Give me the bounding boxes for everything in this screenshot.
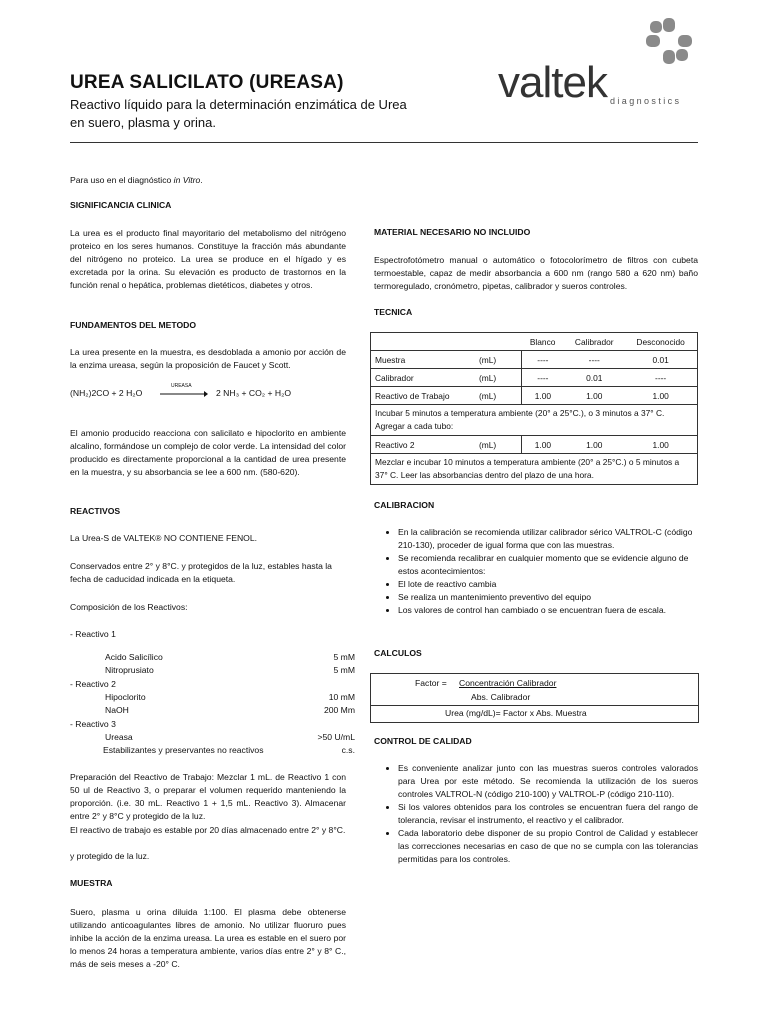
list-item: • Cada laboratorio debe disponer de su propio Control de Calidad y establecer las correcciones necesarias en caso de que no se cumpla con las tolerancias permitidas para los controles. [398,827,698,866]
list-item: • El lote de reactivo cambia [398,578,698,591]
reactivo-1-item: Acido Salicílico 5 mM [105,652,355,662]
control-heading: CONTROL DE CALIDAD [374,736,472,746]
reaction-enzyme: UREASA [171,383,192,389]
factor-denominator: Abs. Calibrador [471,692,531,702]
reaction-right: 2 NH₃ + CO₂ + H₂O [216,388,292,398]
preparacion-text: Preparación del Reactivo de Trabajo: Mezclar 1 mL. de Reactivo 1 con 50 ul de Reactivo 3, o preparar el volumen requerido manteniendo la proporción. (i.e. 30 mL. Reactivo 1 + 1,5 mL. Reactivo 3). Almacenar entre 2° y 8°C y protegido de la luz. [70,772,346,821]
reactivos-fenol: La Urea-S de VALTEK® NO CONTIENE FENOL. [70,533,258,543]
fundamentos-heading: FUNDAMENTOS DEL METODO [70,320,197,330]
table-row: Reactivo de Trabajo (mL) 1.00 1.00 1.00 [371,387,698,405]
incubation-note: Incubar 5 minutos a temperatura ambiente (20° a 25°C.), o 3 minutos a 37° C. Agregar a cada tubo: [371,405,698,436]
reactivo-3-item: Estabilizantes y preservantes no reactivos c.s. [103,745,355,755]
reaction-arrow-icon [160,390,208,398]
header-divider [70,142,698,143]
reactivo-1-list [105,651,355,677]
urea-formula: Urea (mg/dL)= Factor x Abs. Muestra [445,708,587,718]
document-subtitle [70,96,490,132]
calculos-heading: CALCULOS [374,648,422,658]
tecnica-table [370,332,698,485]
reactivo-1-label: - Reactivo 1 [70,629,116,639]
mixing-note: Mezclar e incubar 10 minutos a temperatura ambiente (20° a 25°C.) o 5 minutos a 37° C. Leer las absorbancias dentro del plazo de una hora. [371,454,698,485]
protegido-text: y protegido de la luz. [70,851,150,861]
reactivo-3-list [105,731,355,757]
cross-logo-icon [646,18,692,64]
col-header-calibrador: Calibrador [564,333,624,351]
factor-label: Factor = [415,678,447,688]
reactivo-3-item: Ureasa >50 U/mL [105,732,355,742]
table-row: Calibrador (mL) ---- 0.01 ---- [371,369,698,387]
list-item: • Se realiza un mantenimiento preventivo del equipo [398,591,698,604]
table-note-row [371,454,698,485]
reactivos-conservados: Conservados entre 2° y 8°C. y protegidos de la luz, estables hasta la fecha de caducidad indicada en la etiqueta. [70,561,332,584]
list-item: • En la calibración se recomienda utilizar calibrador sérico VALTROL-C (código 210-130), proceder de igual forma que con las muestras. [398,526,698,552]
table-header-row [371,333,698,351]
amonio-text: El amonio producido reacciona con salicilato e hipoclorito en ambiente alcalino, formándose un complejo de color verde. La intensidad del color producido es directamente proporcional a la cantidad de urea presente en la muestra, y su absorbancia se lee a 600 nm. (580-620). [70,428,346,477]
reactivo-3-label: - Reactivo 3 [70,719,116,729]
subtitle-line-2: en suero, plasma y orina. [70,115,216,130]
tecnica-heading: TECNICA [374,307,413,317]
significancia-text: La urea es el producto final mayoritario del metabolismo del nitrógeno proteico en los seres humanos. Constituye la fracción más abundante del nitrógeno no proteico. La urea se produce en el hígado y es excretada por la orina. Su elevación es producto de trastornos en la función renal o hepática, problemas dietéticos, diabetes y otros. [70,228,346,290]
logo-tagline: diagnostics [610,96,682,106]
composicion-label: Composición de los Reactivos: [70,602,188,612]
material-text: Espectrofotómetro manual o automático o fotocolorímetro de filtros con cubeta termoestable, capaz de medir absorbancia a 600 nm (rango 580 a 620 nm) baño termoregulado, cronómetro, pipetas, calibrador y sueros controles. [374,255,698,291]
estable-text: El reactivo de trabajo es estable por 20 días almacenado entre 2° y 8°C. [70,825,346,835]
factor-numerator: Concentración Calibrador [459,678,557,688]
table-row: Muestra (mL) ---- ---- 0.01 [371,351,698,369]
list-item: • Los valores de control han cambiado o se encuentran fuera de escala. [398,604,698,617]
document-title: UREA SALICILATO (UREASA) [70,72,344,93]
valtek-logo [498,18,698,113]
left-column [70,174,346,187]
reactivo-2-item: Hipoclorito 10 mM [105,692,355,702]
logo-wordmark: valtek [498,58,607,107]
reactivos-heading: REACTIVOS [70,506,121,516]
list-item: • Es conveniente analizar junto con las muestras sueros controles valorados para Urea por este método. Se recomienda la utilización de los sueros controles VALTROL-N (código 210-100) y VALTROL-P (código 210-110). [398,762,698,801]
calibracion-list [374,526,698,617]
factor-formula-box [370,673,699,723]
reactivo-2-label: - Reactivo 2 [70,679,116,689]
muestra-text: Suero, plasma u orina diluida 1:100. El plasma debe obtenerse utilizando anticoagulantes libres de amonio. No utilizar fluoruro pues inhibe la acción de la enzima ureasa. La urea es estable en el suero por lo menos 24 horas a temperatura ambiente, varios días entre 2° y 8° C., más de seis meses a -20° C. [70,907,346,969]
reactivo-1-item: Nitroprusiato 5 mM [105,665,355,675]
control-list [374,762,698,866]
reactivo-2-list [105,691,355,717]
material-heading: MATERIAL NECESARIO NO INCLUIDO [374,227,531,237]
reactivo-2-item: NaOH 200 Mm [105,705,355,715]
intro-line: Para uso en el diagnóstico in Vitro. [70,175,203,185]
calibracion-heading: CALIBRACION [374,500,435,510]
col-header-blanco: Blanco [521,333,564,351]
col-header-desconocido: Desconocido [624,333,697,351]
significancia-heading: SIGNIFICANCIA CLINICA [70,200,172,210]
table-row: Reactivo 2 (mL) 1.00 1.00 1.00 [371,436,698,454]
muestra-heading: MUESTRA [70,878,113,888]
subtitle-line-1: Reactivo líquido para la determinación enzimática de Urea [70,97,407,112]
table-note-row [371,405,698,436]
list-item: • Si los valores obtenidos para los controles se encuentran fuera del rango de tolerancia, revisar el instrumento, el reactivo y el calibrador. [398,801,698,827]
fundamentos-text: La urea presente en la muestra, es desdoblada a amonio por acción de la enzima ureasa, según la proposición de Faucet y Scott. [70,347,346,370]
list-item: • Se recomienda recalibrar en cualquier momento que se evidencie alguno de estos acontecimientos: [398,552,698,578]
reaction-left: (NH₂)2CO + 2 H₂O [70,388,143,398]
